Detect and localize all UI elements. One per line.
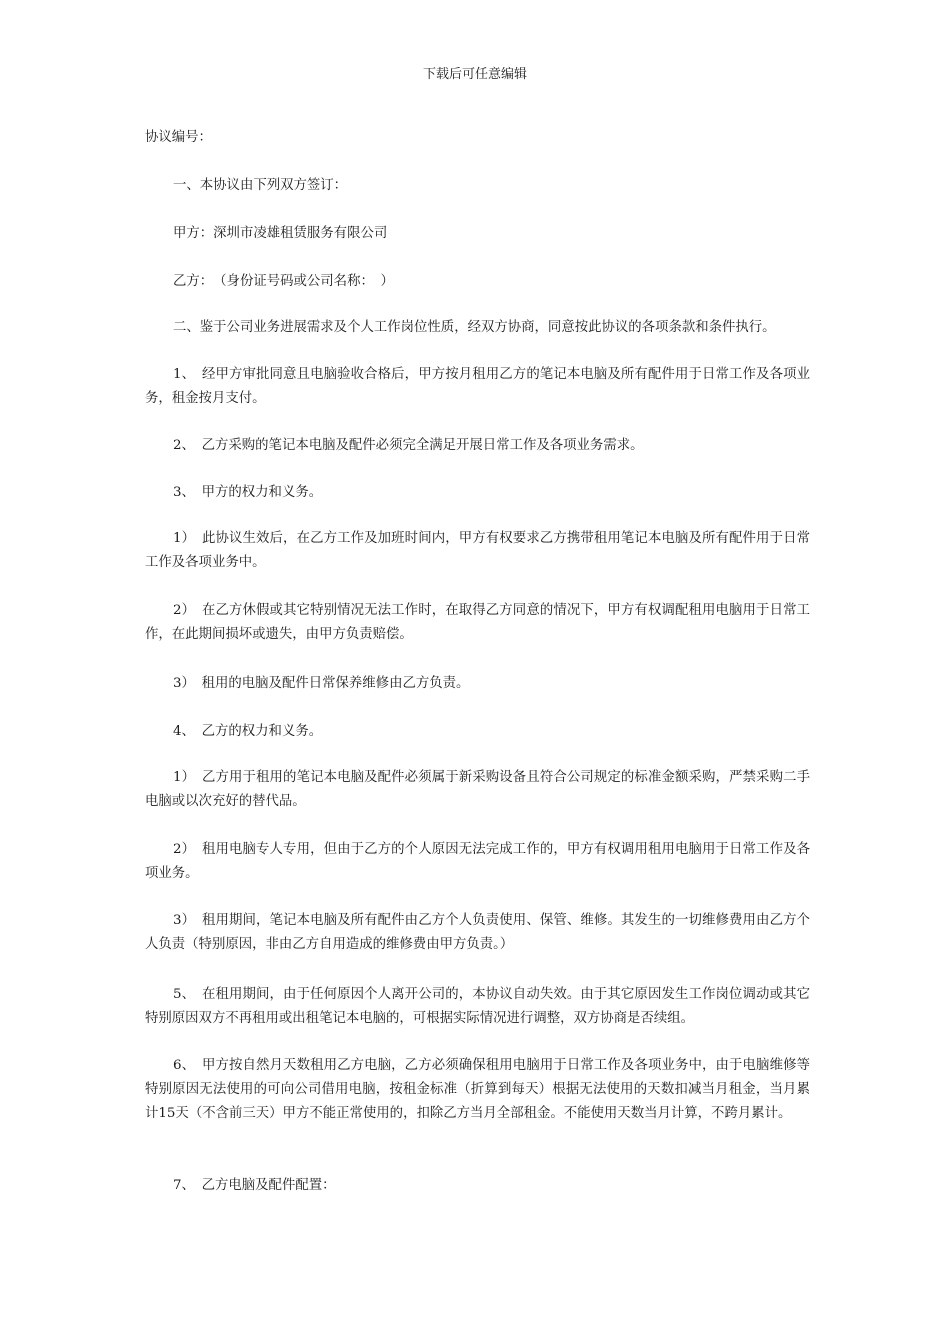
paragraph-clause-5: 5、 在租用期间，由于任何原因个人离开公司的，本协议自动失效。由于其它原因发生工作岗位调动或其它特别原因双方不再租用或出租笔记本电脑的，可根据实际情况进行调整，双方协商是否续组。: [145, 987, 810, 1026]
paragraph-clause-1: 1、 经甲方审批同意且电脑验收合格后，甲方按月租用乙方的笔记本电脑及所有配件用于日常工作及各项业务，租金按月支付。: [145, 367, 810, 406]
agreement-number-label: 协议编号：: [145, 130, 212, 145]
paragraph-clause-2: 2、 乙方采购的笔记本电脑及配件必须完全满足开展日常工作及各项业务需求。: [173, 438, 644, 453]
paragraph-clause-3-3: 3） 租用的电脑及配件日常保养维修由乙方负责。: [173, 676, 470, 691]
paragraph-clause-4-2: 2） 租用电脑专人专用，但由于乙方的个人原因无法完成工作的，甲方有权调用租用电脑用于日常工作及各项业务。: [145, 842, 810, 881]
page-header-title: 下载后可任意编辑: [422, 67, 527, 82]
paragraph-clause-4-1: 1） 乙方用于租用的笔记本电脑及配件必须属于新采购设备且符合公司规定的标准金额采购，严禁采购二手电脑或以次充好的替代品。: [145, 770, 810, 809]
paragraph-party-a: 甲方：深圳市凌雄租赁服务有限公司: [173, 226, 388, 241]
paragraph-clause-4: 4、 乙方的权力和义务。: [173, 724, 323, 739]
paragraph-clause-4-3: 3） 租用期间，笔记本电脑及所有配件由乙方个人负责使用、保管、维修。其发生的一切维修费用由乙方个人负责（特别原因，非由乙方自用造成的维修费由甲方负责。）: [145, 913, 810, 952]
paragraph-clause-3: 3、 甲方的权力和义务。: [173, 485, 323, 500]
paragraph-clause-3-1: 1） 此协议生效后，在乙方工作及加班时间内，甲方有权要求乙方携带租用笔记本电脑及所有配件用于日常工作及各项业务中。: [145, 531, 810, 570]
paragraph-party-b: 乙方： （身份证号码或公司名称： ）: [173, 274, 394, 289]
paragraph-clause-6: 6、 甲方按自然月天数租用乙方电脑，乙方必须确保租用电脑用于日常工作及各项业务中，由于电脑维修等特别原因无法使用的可向公司借用电脑，按租金标准（折算到每天）根据无法使用的天数扣减当月租金，当月累计15天（不含前三天）甲方不能正常使用的，扣除乙方当月全部租金。不能使用天数当月计算，不跨月累计。: [145, 1058, 810, 1121]
paragraph-clause-3-2: 2） 在乙方休假或其它特别情况无法工作时，在取得乙方同意的情况下，甲方有权调配租用电脑用于日常工作，在此期间损坏或遗失，由甲方负责赔偿。: [145, 603, 810, 642]
paragraph-section-two: 二、鉴于公司业务进展需求及个人工作岗位性质，经双方协商，同意按此协议的各项条款和条件执行。: [173, 320, 776, 335]
paragraph-clause-7: 7、 乙方电脑及配件配置：: [173, 1178, 336, 1193]
paragraph-parties-intro: 一、本协议由下列双方签订：: [173, 178, 348, 193]
